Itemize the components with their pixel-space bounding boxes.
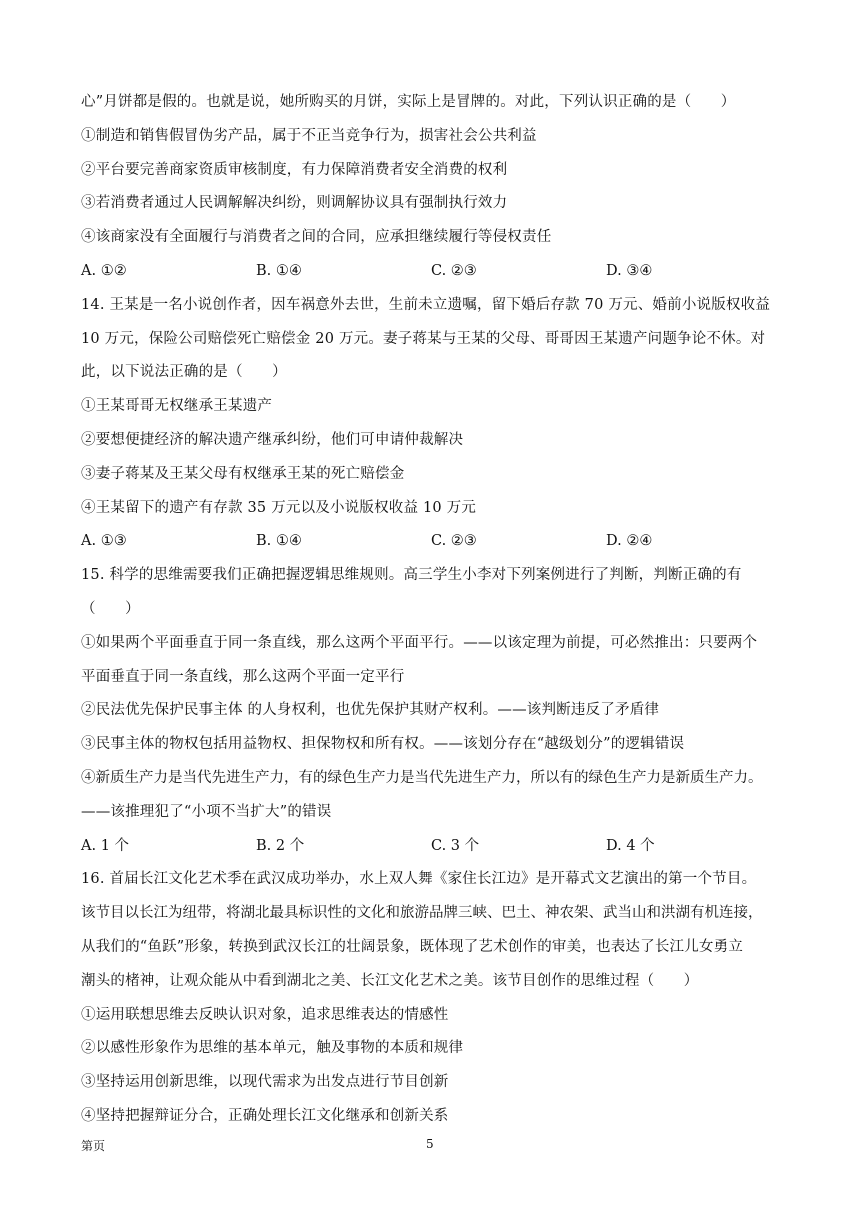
q13-option-d: D. ③④: [606, 262, 653, 279]
q14-item-1: ①王某哥哥无权继承王某遗产: [81, 398, 273, 415]
q15-option-d: D. 4 个: [606, 837, 655, 854]
q16-stem-line-4: 潮头的楮神，让观众能从中看到湖北之美、长江文化艺术之美。该节目创作的思维过程（ ）: [81, 972, 699, 989]
q14-options: [81, 525, 781, 559]
page-number: 5: [426, 1137, 434, 1151]
q14-stem-line-1: 14. 王某是一名小说创作者，因车祸意外去世，生前未立遗嘱，留下婚后存款 70 万元、婚前小说版权收益: [81, 296, 771, 313]
q13-item-1: ①制造和销售假冒伪劣产品，属于不正当竞争行为，损害社会公共利益: [81, 127, 537, 144]
q13-option-a: A. ①②: [81, 262, 127, 279]
page-content: [81, 86, 781, 1134]
q13-option-c: C. ②③: [431, 262, 477, 279]
q14-option-a: A. ①③: [81, 533, 127, 550]
q14-option-b: B. ①④: [256, 533, 302, 550]
q16-stem-line-3: 从我们的“鱼跃”形象，转换到武汉长江的壮阔景象，既体现了艺术创作的审美，也表达了长江儿女勇立: [81, 938, 744, 955]
q14-item-3: ③妻子蒋某及王某父母有权继承王某的死亡赔偿金: [81, 465, 405, 482]
q15-stem-line-1: 15. 科学的思维需要我们正确把握逻辑思维规则。高三学生小李对下列案例进行了判断，判断正确的有: [81, 567, 742, 584]
q15-option-b: B. 2 个: [256, 837, 305, 854]
q14-stem-line-3: 此，以下说法正确的是（ ）: [81, 364, 287, 381]
q13-stem-line: 心”月饼都是假的。也就是说，她所购买的月饼，实际上是冒牌的。对此，下列认识正确的是（ ）: [81, 94, 736, 110]
q16-item-2: ②以感性形象作为思维的基本单元，触及事物的本质和规律: [81, 1040, 464, 1057]
q14-item-2: ②要想便捷经济的解决遗产继承纠纷，他们可申请仲裁解决: [81, 431, 464, 448]
q14-stem-line-2: 10 万元，保险公司赔偿死亡赔偿金 20 万元。妻子蒋某与王某的父母、哥哥因王某遗产问题争论不休。对: [81, 330, 766, 347]
q15-item-4-line-2: ——该推理犯了“小项不当扩大”的错误: [81, 803, 332, 820]
q15-option-c: C. 3 个: [431, 837, 480, 854]
footer-label: 第页: [81, 1139, 106, 1153]
q15-item-2: ②民法优先保护民事主体 的人身权利，也优先保护其财产权利。——该判断违反了矛盾律: [81, 702, 660, 719]
q16-stem-line-1: 16. 首届长江文化艺术季在武汉成功举办，水上双人舞《家住长江边》是开幕式文艺演出的第一个节目。: [81, 871, 757, 888]
q15-item-4-line-1: ④新质生产力是当代先进生产力，有的绿色生产力是当代先进生产力，所以有的绿色生产力是新质生产力。: [81, 769, 763, 786]
q15-item-3: ③民事主体的物权包括用益物权、担保物权和所有权。——该划分存在“越级划分”的逻辑错误: [81, 736, 685, 753]
q13-options: [81, 255, 781, 289]
q14-option-d: D. ②④: [606, 533, 653, 550]
q16-item-4: ④坚持把握辩证分合，正确处理长江文化继承和创新关系: [81, 1107, 449, 1124]
q14-item-4: ④王某留下的遗产有存款 35 万元以及小说版权收益 10 万元: [81, 499, 477, 516]
q13-option-b: B. ①④: [256, 262, 302, 279]
q16-stem-line-2: 该节目以长江为纽带，将湖北最具标识性的文化和旅游品牌三峡、巴土、神农架、武当山和洪湖有机连接，: [81, 905, 763, 922]
q14-option-c: C. ②③: [431, 533, 477, 550]
q15-option-a: A. 1 个: [81, 837, 130, 854]
q15-item-1-line-2: 平面垂直于同一条直线，那么这两个平面一定平行: [81, 668, 405, 685]
q15-stem-line-2: （ ）: [81, 600, 140, 617]
q16-item-1: ①运用联想思维去反映认识对象，追求思维表达的情感性: [81, 1006, 449, 1023]
q13-item-4: ④该商家没有全面履行与消费者之间的合同，应承担继续履行等侵权责任: [81, 229, 552, 246]
q16-item-3: ③坚持运用创新思维，以现代需求为出发点进行节目创新: [81, 1074, 449, 1091]
q15-item-1-line-1: ①如果两个平面垂直于同一条直线，那么这两个平面平行。——以该定理为前提，可必然推出：只要两个: [81, 634, 758, 651]
q15-options: [81, 830, 781, 864]
q13-item-2: ②平台要完善商家资质审核制度，有力保障消费者安全消费的权利: [81, 161, 508, 178]
q13-item-3: ③若消费者通过人民调解解决纠纷，则调解协议具有强制执行效力: [81, 195, 508, 212]
